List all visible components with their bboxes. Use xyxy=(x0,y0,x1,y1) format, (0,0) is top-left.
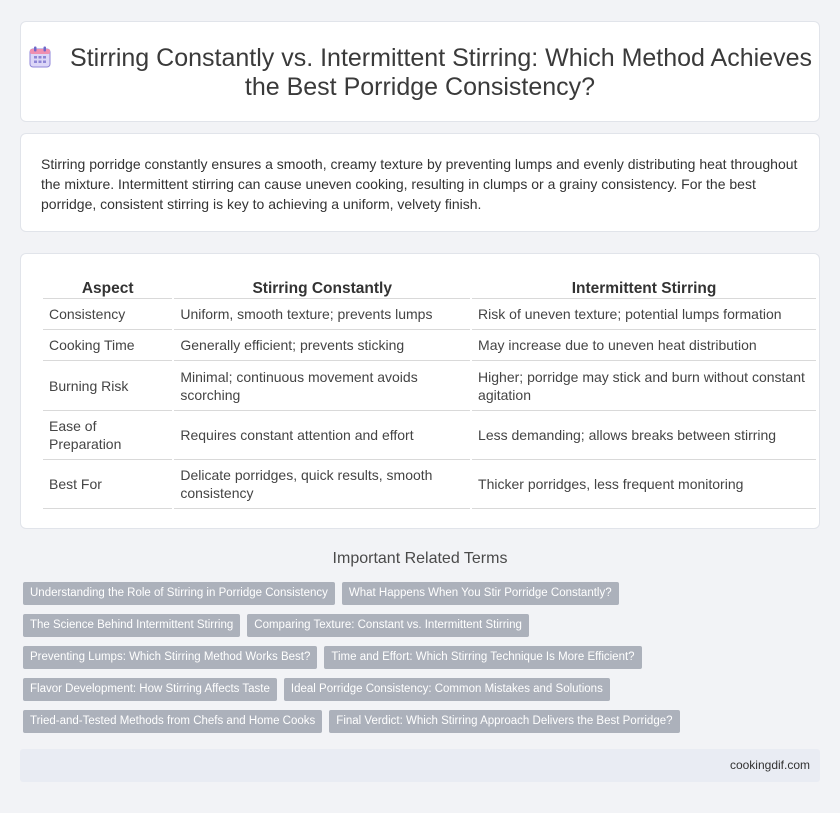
title-text: Stirring Constantly vs. Intermittent Stirring: Which Method Achieves the Best Porridge Consistency? xyxy=(70,44,812,101)
table-cell: Uniform, smooth texture; prevents lumps xyxy=(174,299,470,330)
table-cell: May increase due to uneven heat distribution xyxy=(472,330,816,361)
intro-paragraph: Stirring porridge constantly ensures a smooth, creamy texture by preventing lumps and evenly distributing heat throughout the mixture. Intermittent stirring can cause uneven cooking, resulting in clumps or a grainy consistency. For the best porridge, consistent stirring is key to achieving a uniform, velvety finish. xyxy=(41,156,798,212)
table-row xyxy=(43,361,816,411)
related-term-tag[interactable]: Preventing Lumps: Which Stirring Method Works Best? xyxy=(23,646,317,669)
table-row xyxy=(43,460,816,509)
table-cell: Burning Risk xyxy=(43,361,172,411)
table-row xyxy=(43,299,816,330)
table-cell: Minimal; continuous movement avoids scorching xyxy=(174,361,470,411)
related-terms-list xyxy=(23,582,813,733)
related-term-tag[interactable]: Ideal Porridge Consistency: Common Mistakes and Solutions xyxy=(284,678,610,701)
table-cell: Thicker porridges, less frequent monitoring xyxy=(472,460,816,509)
table-cell: Consistency xyxy=(43,299,172,330)
comparison-table xyxy=(41,276,818,509)
footer-bar xyxy=(20,749,820,782)
related-term-tag[interactable]: Comparing Texture: Constant vs. Intermittent Stirring xyxy=(247,614,529,637)
related-terms-heading: Important Related Terms xyxy=(332,550,508,567)
header-card xyxy=(20,21,820,122)
table-cell: Less demanding; allows breaks between stirring xyxy=(472,411,816,460)
table-cell: Requires constant attention and effort xyxy=(174,411,470,460)
table-cell: Generally efficient; prevents sticking xyxy=(174,330,470,361)
header-intermittent-stirring: Intermittent Stirring xyxy=(472,276,816,299)
related-term-tag[interactable]: Flavor Development: How Stirring Affects Taste xyxy=(23,678,277,701)
related-term-tag[interactable]: Final Verdict: Which Stirring Approach Delivers the Best Porridge? xyxy=(329,710,679,733)
related-term-tag[interactable]: Time and Effort: Which Stirring Technique Is More Efficient? xyxy=(324,646,641,669)
site-link[interactable]: cookingdif.com xyxy=(729,758,810,772)
related-term-tag[interactable]: The Science Behind Intermittent Stirring xyxy=(23,614,240,637)
comparison-card xyxy=(20,253,820,529)
table-cell: Cooking Time xyxy=(43,330,172,361)
table-cell: Best For xyxy=(43,460,172,509)
table-cell: Delicate porridges, quick results, smooth consistency xyxy=(174,460,470,509)
table-header-row xyxy=(43,276,816,299)
table-cell: Higher; porridge may stick and burn without constant agitation xyxy=(472,361,816,411)
related-term-tag[interactable]: What Happens When You Stir Porridge Constantly? xyxy=(342,582,619,605)
header-aspect: Aspect xyxy=(43,276,172,299)
table-row xyxy=(43,330,816,361)
calendar-icon xyxy=(28,46,52,68)
table-cell: Risk of uneven texture; potential lumps formation xyxy=(472,299,816,330)
table-row xyxy=(43,411,816,460)
intro-card xyxy=(20,133,820,232)
table-cell: Ease of Preparation xyxy=(43,411,172,460)
page-title xyxy=(21,44,819,102)
header-stirring-constantly: Stirring Constantly xyxy=(174,276,470,299)
related-term-tag[interactable]: Tried-and-Tested Methods from Chefs and Home Cooks xyxy=(23,710,322,733)
related-term-tag[interactable]: Understanding the Role of Stirring in Porridge Consistency xyxy=(23,582,335,605)
